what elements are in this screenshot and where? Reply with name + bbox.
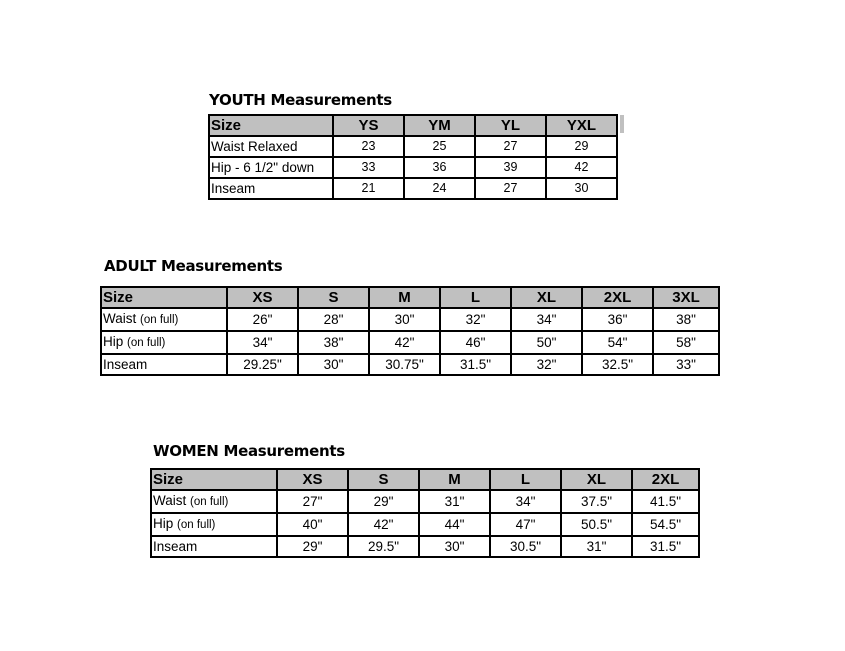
header-cell: 2XL — [632, 469, 699, 490]
table-cell: 33" — [653, 354, 719, 375]
table-cell: 58" — [653, 331, 719, 354]
table-header-row — [209, 115, 617, 136]
header-cell: YXL — [546, 115, 617, 136]
table-cell: 28" — [298, 308, 369, 331]
header-cell: M — [369, 287, 440, 308]
table-cell: 39 — [475, 157, 546, 178]
table-cell: 31" — [561, 536, 632, 557]
table-row — [209, 136, 617, 157]
table-row — [151, 536, 699, 557]
row-label: Waist Relaxed — [209, 136, 333, 157]
table-cell: 32" — [440, 308, 511, 331]
table-cell: 29" — [348, 490, 419, 513]
row-label: Inseam — [151, 536, 277, 557]
table-row — [209, 157, 617, 178]
youth-header-extension — [620, 115, 624, 133]
row-label: Hip - 6 1/2" down — [209, 157, 333, 178]
table-cell: 30" — [419, 536, 490, 557]
header-cell: S — [298, 287, 369, 308]
header-cell: S — [348, 469, 419, 490]
table-cell: 25 — [404, 136, 475, 157]
header-cell: 2XL — [582, 287, 653, 308]
table-cell: 34" — [490, 490, 561, 513]
women-title: WOMEN Measurements — [153, 442, 345, 460]
table-cell: 42" — [348, 513, 419, 536]
table-cell: 36 — [404, 157, 475, 178]
table-cell: 34" — [227, 331, 298, 354]
table-cell: 24 — [404, 178, 475, 199]
table-cell: 26" — [227, 308, 298, 331]
table-row — [101, 331, 719, 354]
table-cell: 30 — [546, 178, 617, 199]
table-cell: 29.25" — [227, 354, 298, 375]
header-cell: L — [440, 287, 511, 308]
table-cell: 33 — [333, 157, 404, 178]
table-cell: 32.5" — [582, 354, 653, 375]
table-row — [151, 490, 699, 513]
table-cell: 29" — [277, 536, 348, 557]
table-cell: 30.75" — [369, 354, 440, 375]
table-cell: 23 — [333, 136, 404, 157]
table-cell: 47" — [490, 513, 561, 536]
table-header-row — [101, 287, 719, 308]
table-cell: 31.5" — [440, 354, 511, 375]
header-cell: Size — [209, 115, 333, 136]
table-cell: 27" — [277, 490, 348, 513]
adult-size-table — [100, 286, 720, 376]
table-row — [101, 354, 719, 375]
table-cell: 37.5" — [561, 490, 632, 513]
table-cell: 38" — [653, 308, 719, 331]
header-cell: XS — [277, 469, 348, 490]
table-row — [151, 513, 699, 536]
table-cell: 42" — [369, 331, 440, 354]
table-cell: 31.5" — [632, 536, 699, 557]
table-cell: 27 — [475, 136, 546, 157]
table-cell: 44" — [419, 513, 490, 536]
table-cell: 38" — [298, 331, 369, 354]
header-cell: YM — [404, 115, 475, 136]
table-cell: 30" — [298, 354, 369, 375]
row-label: Inseam — [101, 354, 227, 375]
header-cell: YL — [475, 115, 546, 136]
table-cell: 21 — [333, 178, 404, 199]
header-cell: YS — [333, 115, 404, 136]
header-cell: Size — [101, 287, 227, 308]
row-label: Inseam — [209, 178, 333, 199]
table-cell: 31" — [419, 490, 490, 513]
table-cell: 29 — [546, 136, 617, 157]
table-row — [101, 308, 719, 331]
header-cell: 3XL — [653, 287, 719, 308]
header-cell: L — [490, 469, 561, 490]
table-cell: 40" — [277, 513, 348, 536]
header-cell: M — [419, 469, 490, 490]
table-cell: 32" — [511, 354, 582, 375]
table-cell: 34" — [511, 308, 582, 331]
table-cell: 36" — [582, 308, 653, 331]
header-cell: XL — [511, 287, 582, 308]
table-header-row — [151, 469, 699, 490]
adult-title: ADULT Measurements — [104, 257, 283, 275]
table-cell: 30" — [369, 308, 440, 331]
header-cell: XL — [561, 469, 632, 490]
row-label: Waist (on full) — [151, 490, 277, 513]
table-cell: 41.5" — [632, 490, 699, 513]
header-cell: XS — [227, 287, 298, 308]
women-size-table — [150, 468, 700, 558]
table-cell: 42 — [546, 157, 617, 178]
header-cell: Size — [151, 469, 277, 490]
table-cell: 46" — [440, 331, 511, 354]
table-row — [209, 178, 617, 199]
table-cell: 27 — [475, 178, 546, 199]
table-cell: 50.5" — [561, 513, 632, 536]
table-cell: 29.5" — [348, 536, 419, 557]
table-cell: 54.5" — [632, 513, 699, 536]
youth-size-table — [208, 114, 618, 200]
table-cell: 30.5" — [490, 536, 561, 557]
row-label: Waist (on full) — [101, 308, 227, 331]
row-label: Hip (on full) — [101, 331, 227, 354]
youth-title: YOUTH Measurements — [209, 91, 392, 109]
table-cell: 54" — [582, 331, 653, 354]
row-label: Hip (on full) — [151, 513, 277, 536]
table-cell: 50" — [511, 331, 582, 354]
